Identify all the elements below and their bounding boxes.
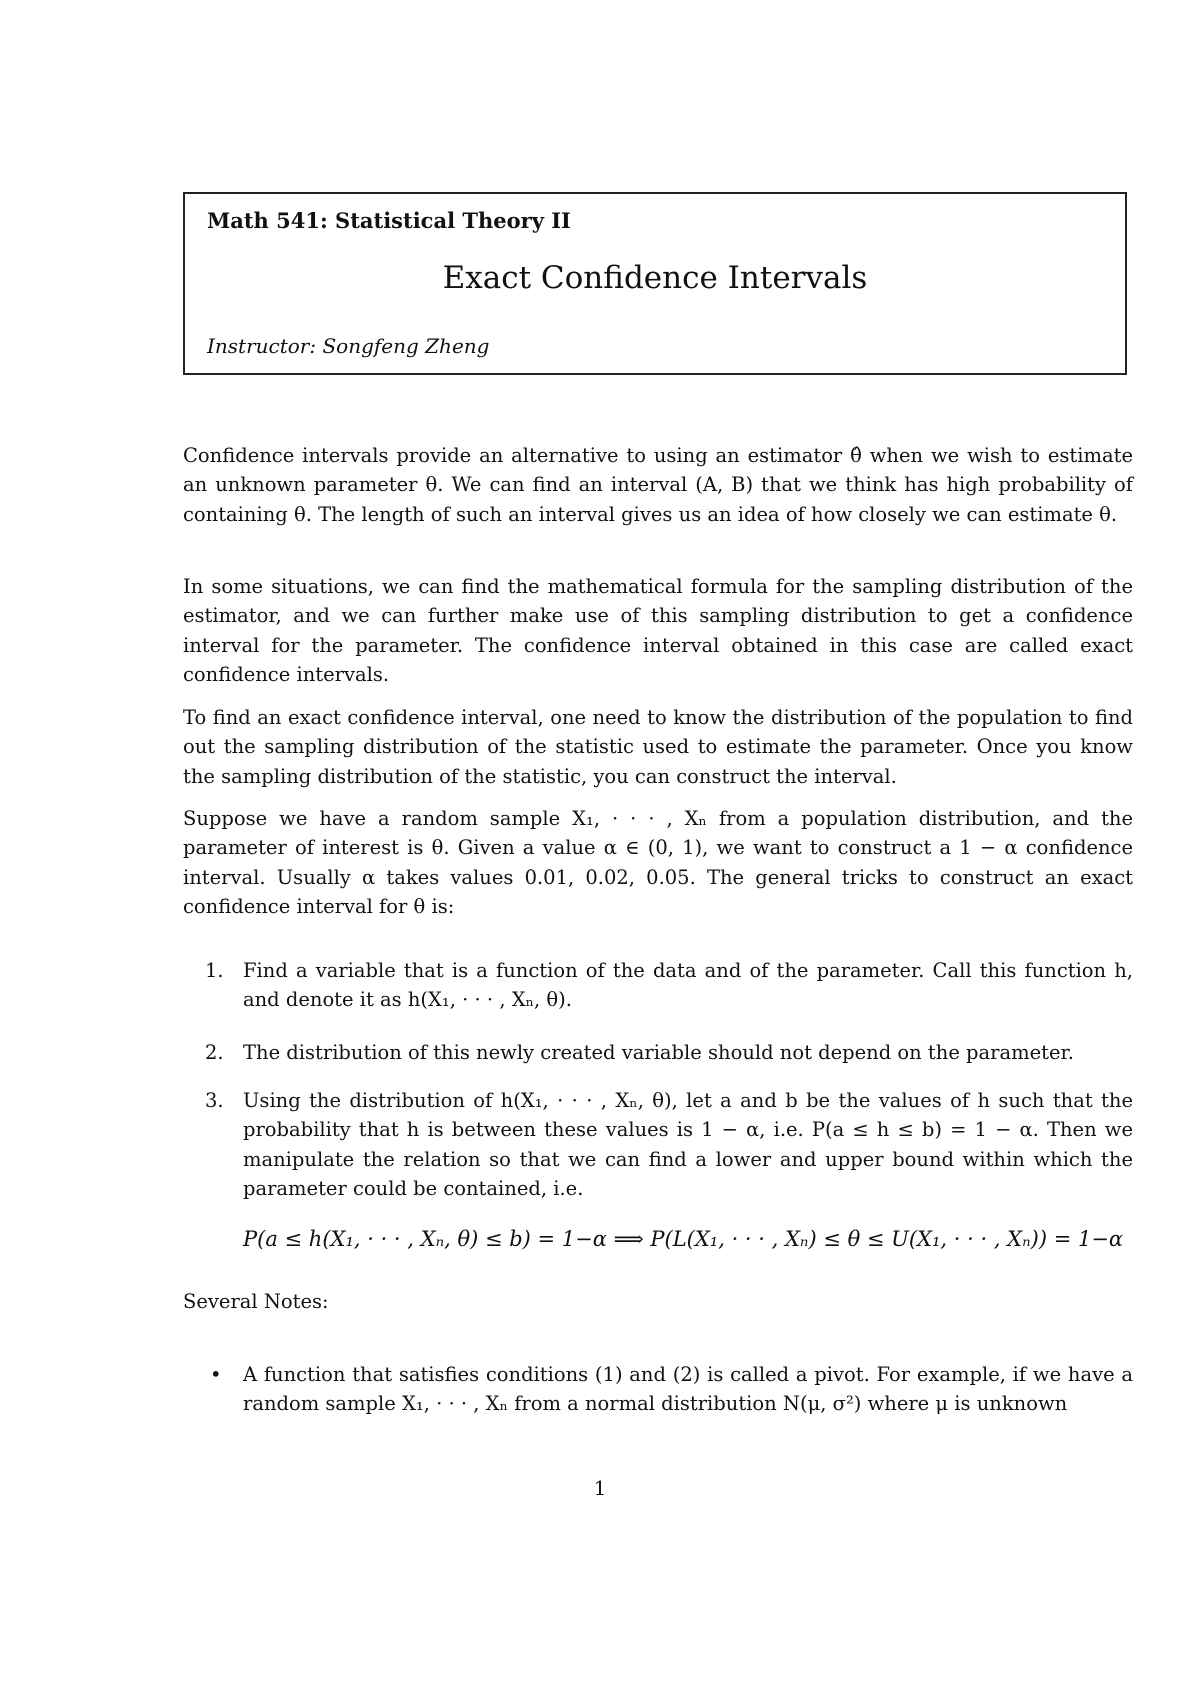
paragraph-intro: Confidence intervals provide an alternative to using an estimator θ̂ when we wish to estimate an unknown parameter θ. We can find an interval (A, B) that we think has high probability of containing θ. The length of such an interval gives us an idea of how closely we can estimate θ.	[183, 444, 1133, 526]
paragraph-exact: To find an exact confidence interval, one need to know the distribution of the population to find out the sampling distribution of the statistic used to estimate the parameter. Once you know the sampling distribution of the statistic, you can construct the interval.	[183, 706, 1133, 788]
title-box	[183, 192, 1127, 375]
notes-heading: Several Notes:	[183, 1290, 329, 1313]
list-number: 1.	[205, 959, 224, 982]
instructor-line: Instructor: Songfeng Zheng	[207, 334, 490, 358]
list-text: Find a variable that is a function of the data and of the parameter. Call this function h, and denote it as h(X₁, · · · , Xₙ, θ).	[243, 959, 1133, 1012]
paragraph-setup: Suppose we have a random sample X₁, · · · , Xₙ from a population distribution, and the parameter of interest is θ. Given a value α ∈ (0, 1), we want to construct a 1 − α confidence interval. Usually α takes values 0.01, 0.02, 0.05. The general tricks to construct an exact confidence interval for θ is:	[183, 807, 1133, 919]
list-number: 2.	[205, 1041, 224, 1064]
list-text: A function that satisfies conditions (1) and (2) is called a pivot. For example, if we have a random sample X₁, · · · , Xₙ from a normal distribution N(μ, σ²) where μ is unknown	[243, 1363, 1133, 1416]
paragraph-sampling: In some situations, we can find the mathematical formula for the sampling distribution of the estimator, and we can further make use of this sampling distribution to get a confidence interval for the parameter. The confidence interval obtained in this case are called exact confidence intervals.	[183, 575, 1133, 687]
course-title: Math 541: Statistical Theory II	[207, 208, 571, 233]
list-text: The distribution of this newly created variable should not depend on the parameter.	[243, 1041, 1074, 1064]
list-text: Using the distribution of h(X₁, · · · , Xₙ, θ), let a and b be the values of h such that the probability that h is between these values is 1 − α, i.e. P(a ≤ h ≤ b) = 1 − α. Then we manipulate the relation so that we can find a lower and upper bound within which the parameter could be contained, i.e.	[243, 1089, 1133, 1201]
display-equation: P(a ≤ h(X₁, · · · , Xₙ, θ) ≤ b) = 1−α ⟹ P(L(X₁, · · · , Xₙ) ≤ θ ≤ U(X₁, · · · , Xₙ)) = 1−α	[243, 1227, 1124, 1251]
document-title: Exact Confidence Intervals	[442, 260, 868, 296]
page-number: 1	[593, 1476, 607, 1500]
list-number: 3.	[205, 1089, 224, 1112]
bullet-icon: •	[210, 1363, 222, 1386]
